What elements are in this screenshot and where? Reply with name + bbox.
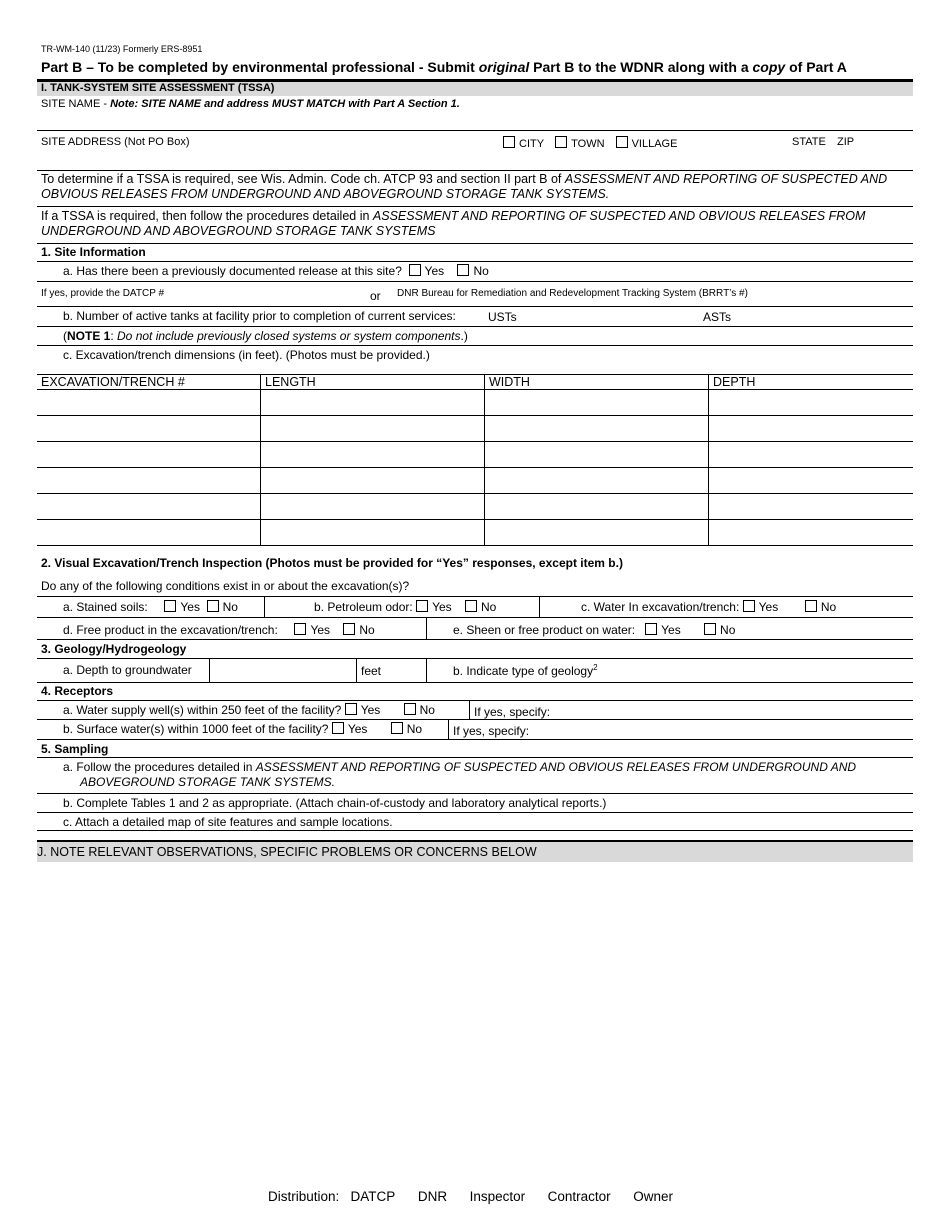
table-cell[interactable] [485,416,709,442]
town-checkbox[interactable] [555,136,567,148]
petroleum-odor-no[interactable] [465,600,477,612]
water-supply-well: a. Water supply well(s) within 250 feet of the facility? Yes No [63,703,435,717]
table-row [37,494,913,520]
tssa-requirement-paragraph: To determine if a TSSA is required, see Wis. Admin. Code ch. ATCP 93 and section II part B of ASSESSMENT AND REPORTING OF SUSPECTED AND OBVIOUS RELEASES FROM UNDERGROUND AND ABOVEGROUND STORAGE TANK SYSTEMS. [41,172,888,201]
table-cell[interactable] [37,416,261,442]
surface-water-no[interactable] [391,722,403,734]
stained-soils-no[interactable] [207,600,219,612]
col-excavation: EXCAVATION/TRENCH # [37,375,261,390]
receptors-heading: 4. Receptors [41,684,114,698]
distribution-dnr: DNR [417,1189,448,1204]
sampling-procedure: a. Follow the procedures detailed in ASSESSMENT AND REPORTING OF SUSPECTED AND OBVIOUS RELEASES FROM UNDERGROUND AND ABOVEGROUND STORAGE TANK SYSTEMS. [63,760,857,789]
usts-label: USTs [488,310,517,324]
distribution-owner: Owner [633,1189,673,1204]
surface-water-yes[interactable] [332,722,344,734]
visual-question: Do any of the following conditions exist in or about the excavation(s)? [41,579,410,593]
table-cell[interactable] [261,468,485,494]
form-id: TR-WM-140 (11/23) Formerly ERS-8951 [41,44,203,54]
active-tanks-label: b. Number of active tanks at facility prior to completion of current services: [63,309,456,323]
table-cell[interactable] [485,390,709,416]
previous-release-yes[interactable] [409,264,421,276]
water-supply-no[interactable] [404,703,416,715]
site-address-label: SITE ADDRESS (Not PO Box) [41,136,190,148]
table-cell[interactable] [261,494,485,520]
village-checkbox[interactable] [616,136,628,148]
asts-label: ASTs [703,310,732,324]
state-label: STATE [792,136,826,148]
water-supply-specify: If yes, specify: [474,705,551,719]
feet-label: feet [361,664,382,678]
excavation-dimensions-label: c. Excavation/trench dimensions (in feet). (Photos must be provided.) [63,348,430,362]
col-depth: DEPTH [709,375,914,390]
sheen-no[interactable] [704,623,716,635]
distribution-inspector: Inspector [469,1189,526,1204]
table-cell[interactable] [709,390,914,416]
table-cell[interactable] [37,442,261,468]
sampling-tables: b. Complete Tables 1 and 2 as appropriate. (Attach chain-of-custody and laboratory analytical reports.) [63,796,607,810]
previous-release-question: a. Has there been a previously documented release at this site? Yes No [63,264,489,278]
table-cell[interactable] [261,390,485,416]
distribution-datcp: DATCP [350,1189,396,1204]
distribution-contractor: Contractor [547,1189,611,1204]
previous-release-no[interactable] [457,264,469,276]
table-cell[interactable] [261,520,485,546]
table-cell[interactable] [261,442,485,468]
datcp-label: If yes, provide the DATCP # [41,288,165,299]
table-cell[interactable] [709,416,914,442]
free-product-yes[interactable] [294,623,306,635]
water-supply-yes[interactable] [345,703,357,715]
visual-inspection-heading: 2. Visual Excavation/Trench Inspection (Photos must be provided for “Yes” responses, except item b.) [41,556,623,570]
table-cell[interactable] [37,390,261,416]
brrts-label: DNR Bureau for Remediation and Redevelopment Tracking System (BRRT’s #) [397,288,748,299]
free-product-no[interactable] [343,623,355,635]
table-cell[interactable] [485,442,709,468]
table-cell[interactable] [37,468,261,494]
table-row [37,416,913,442]
table-cell[interactable] [709,494,914,520]
stained-soils-yes[interactable] [164,600,176,612]
depth-to-groundwater-label: a. Depth to groundwater [63,663,192,677]
sampling-map: c. Attach a detailed map of site features and sample locations. [63,815,393,829]
table-cell[interactable] [485,468,709,494]
free-product-excavation: d. Free product in the excavation/trench: Yes No [63,623,375,637]
water-in-excavation-no[interactable] [805,600,817,612]
surface-water: b. Surface water(s) within 1000 feet of the facility? Yes No [63,722,423,736]
table-row [37,520,913,546]
table-cell[interactable] [485,520,709,546]
table-row [37,390,913,416]
table-row [37,468,913,494]
table-cell[interactable] [261,416,485,442]
distribution-line: Distribution: DATCP DNR Inspector Contractor Owner [268,1189,673,1204]
water-in-excavation-yes[interactable] [743,600,755,612]
site-name-label: SITE NAME - Note: SITE NAME and address MUST MATCH with Part A Section 1. [41,98,460,110]
municipality-options: CITY TOWN VILLAGE [503,136,685,150]
table-cell[interactable] [37,494,261,520]
site-info-heading: 1. Site Information [41,245,146,259]
observations-area[interactable] [37,862,913,1192]
surface-water-specify: If yes, specify: [453,724,530,738]
petroleum-odor: b. Petroleum odor: Yes No [314,600,497,614]
tssa-procedure-paragraph: If a TSSA is required, then follow the procedures detailed in ASSESSMENT AND REPORTING OF SUSPECTED AND OBVIOUS RELEASES FROM UNDERGROUND AND ABOVEGROUND STORAGE TANK SYSTEMS [41,209,866,238]
or-label: or [370,289,381,303]
water-in-excavation: c. Water In excavation/trench: Yes No [581,600,837,614]
col-width: WIDTH [485,375,709,390]
table-cell[interactable] [709,468,914,494]
zip-label: ZIP [837,136,855,148]
stained-soils: a. Stained soils: Yes No [63,600,238,614]
sheen-yes[interactable] [645,623,657,635]
note-1: (NOTE 1: Do not include previously closed systems or system components.) [63,329,468,343]
section-j-heading: J. NOTE RELEVANT OBSERVATIONS, SPECIFIC PROBLEMS OR CONCERNS BELOW [37,845,537,859]
geology-type-label: b. Indicate type of geology$^2$ [453,663,598,678]
table-cell[interactable] [709,520,914,546]
table-row [37,442,913,468]
sampling-heading: 5. Sampling [41,742,109,756]
sheen-on-water: e. Sheen or free product on water: Yes No [453,623,736,637]
table-cell[interactable] [37,520,261,546]
excavation-table [37,374,913,546]
geology-heading: 3. Geology/Hydrogeology [41,642,187,656]
table-cell[interactable] [485,494,709,520]
col-length: LENGTH [261,375,485,390]
section-i-heading: I. TANK-SYSTEM SITE ASSESSMENT (TSSA) [41,82,275,94]
page-title: Part B – To be completed by environmental professional - Submit original Part B to the WDNR along with a copy of Part A [41,59,847,75]
city-checkbox[interactable] [503,136,515,148]
petroleum-odor-yes[interactable] [416,600,428,612]
table-cell[interactable] [709,442,914,468]
